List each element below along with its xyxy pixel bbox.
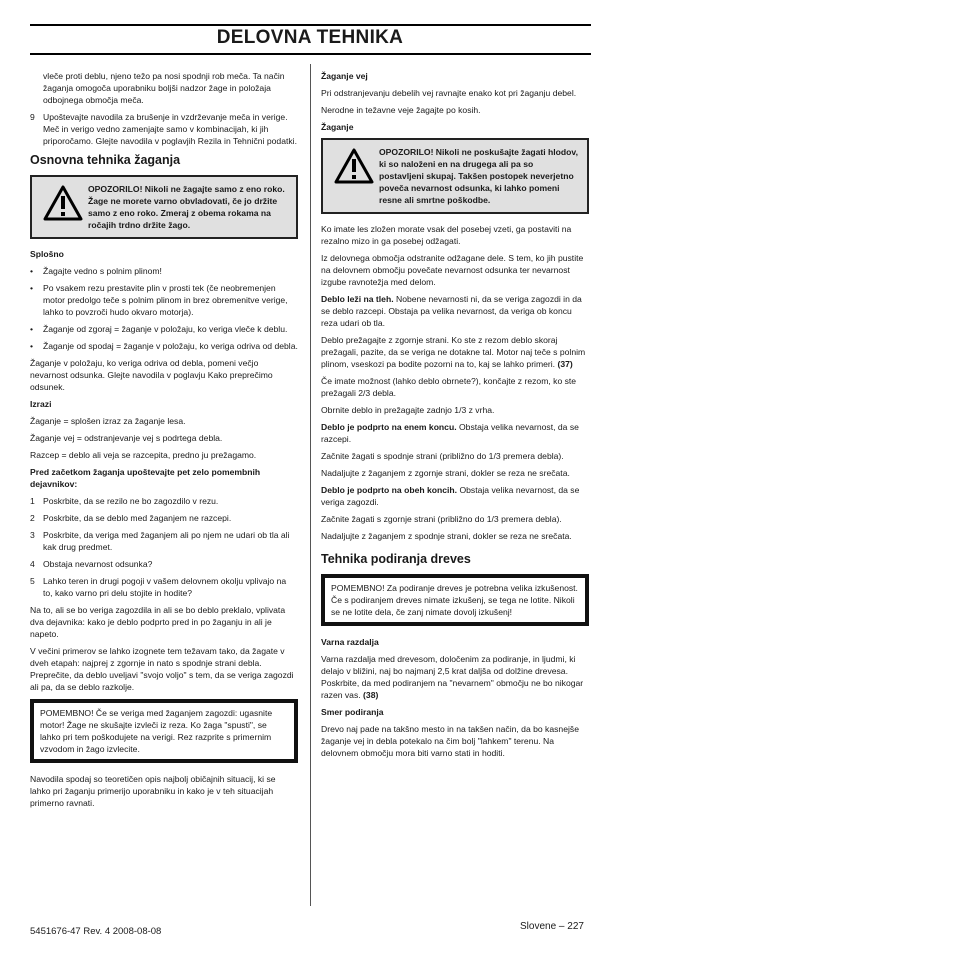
bullet-text: Žagajte vedno s polnim plinom! — [43, 266, 162, 276]
list-item — [30, 512, 298, 524]
factors-list — [30, 495, 298, 599]
general-bullets — [30, 265, 298, 352]
list-item — [30, 340, 298, 352]
left-column — [30, 70, 298, 814]
warning-box — [321, 138, 589, 214]
header-rule-bottom — [30, 53, 591, 55]
section-heading-podiranja: Tehnika podiranja dreves — [321, 552, 471, 566]
paragraph — [321, 293, 589, 329]
bullet-text: Žaganje od zgoraj = žaganje v položaju, ko veriga vleče k deblu. — [43, 324, 288, 334]
paragraph: Nadaljujte z žaganjem z spodnje strani, dokler se reza ne srečata. — [321, 531, 572, 541]
bold-lead: Deblo leži na tleh. — [321, 294, 394, 304]
right-column — [321, 70, 589, 764]
header-rule-top — [30, 24, 591, 26]
paragraph: Žaganje v položaju, ko veriga odriva od debla, pomeni večjo nevarnost odsunka. Glejte navodila v poglavju Kako preprečimo odsunek. — [30, 358, 273, 392]
bullet: • — [30, 283, 34, 293]
doc-number: 5451676-47 Rev. 4 2008-08-08 — [30, 926, 162, 937]
paragraph — [321, 484, 589, 508]
bullet-text: Žaganje od spodaj = žaganje v položaju, ko veriga odriva od debla. — [43, 341, 298, 351]
paragraph: Žaganje vej = odstranjevanje vej s podrtega debla. — [30, 433, 223, 443]
paragraph: Obrnite deblo in prežagajte zadnjo 1/3 z vrha. — [321, 405, 495, 415]
figure-ref: (38) — [363, 690, 379, 700]
page-title: DELOVNA TEHNIKA — [216, 27, 404, 48]
section-heading-osnovna: Osnovna tehnika žaganja — [30, 153, 181, 167]
subheading-smer: Smer podiranja — [321, 707, 384, 717]
item-number: 4 — [30, 559, 35, 569]
paragraph: V večini primerov se lahko izognete tem težavam tako, da žagate v dveh etapah: najprej z zgornje in nato s spodnje strani debla. Preprečite, da deblo uveljavi "svojo voljo" s tem, da se veriga zagozdi ali pa, da se deblo razkolje. — [30, 646, 294, 692]
paragraph: Če imate možnost (lahko deblo obrnete?), končajte z rezom, ko ste prežagali 2/3 debla. — [321, 376, 577, 398]
subheading-izrazi: Izrazi — [30, 399, 52, 409]
item-9-list — [30, 111, 298, 147]
page-number: Slovene – 227 — [520, 921, 584, 932]
item-number: 1 — [30, 496, 35, 506]
list-item — [30, 558, 298, 570]
list-item — [30, 495, 298, 507]
list-item — [30, 111, 298, 147]
paragraph-text: Varna razdalja med drevesom, določenim za podiranje, in ljudmi, ki delajo v bližini, naj bo najmanj 2,5 krat daljša od dolžine drevesa. Poskrbite, da med podiranjem na "nevarnem" območju ne bo nikogar razen vas. — [321, 654, 584, 700]
warning-triangle-icon — [329, 146, 379, 206]
subheading-splosno: Splošno — [30, 249, 64, 259]
subheading-zaganje-vej: Žaganje vej — [321, 71, 368, 81]
important-note-box: POMEMBNO! Če se veriga med žaganjem zagozdi: ugasnite motor! Žage ne skušajte izvleči iz reza. Ko žaga "spusti", se lahko pri tem poškodujete na verigi. Rez razprite s primernim vzvodom in žago izvlecite. — [30, 699, 298, 763]
bold-lead: Deblo je podprto na obeh koncih. — [321, 485, 458, 495]
bullet: • — [30, 324, 34, 334]
item-text: Poskrbite, da se rezilo ne bo zagozdilo v rezu. — [43, 496, 219, 506]
paragraph: Nerodne in težavne veje žagajte po kosih. — [321, 105, 481, 115]
paragraph: Žaganje = splošen izraz za žaganje lesa. — [30, 416, 186, 426]
paragraph-text: Obstaja velika nevarnost, da se razcepi. — [321, 422, 579, 444]
item-number: 5 — [30, 576, 35, 586]
item-number: 2 — [30, 513, 35, 523]
warning-text: OPOZORILO! Nikoli ne poskušajte žagati hlodov, ki so naloženi en na drugega ali pa so postavljeni skupaj. Takšen postopek neverjetno poveča nevarnost odsunka, ki lahko pomeni resne ali smrtne poškodbe. — [379, 147, 578, 205]
list-item — [30, 575, 298, 599]
list-item — [30, 265, 298, 277]
item-text: Obstaja nevarnost odsunka? — [43, 559, 153, 569]
paragraph: Pri odstranjevanju debelih vej ravnajte enako kot pri žaganju debel. — [321, 88, 577, 98]
item-number: 9 — [30, 112, 35, 122]
paragraph: Začnite žagati s zgornje strani (približno do 1/3 premera debla). — [321, 514, 562, 524]
paragraph: Nadaljujte z žaganjem z zgornje strani, dokler se reza ne srečata. — [321, 468, 570, 478]
subheading-pred: Pred začetkom žaganja upoštevajte pet zelo pomembnih dejavnikov: — [30, 467, 261, 489]
item-number: 3 — [30, 530, 35, 540]
bullet-text: Po vsakem rezu prestavite plin v prosti tek (če neobremenjen motor predolgo teče s polnim plinom in brez obremenitve verige, lahko to povzroči hudo okvaro motorja). — [43, 283, 288, 317]
important-note-box: POMEMBNO! Za podiranje dreves je potrebna velika izkušenost. Če s podiranjem dreves nimate izkušenj, se tega ne lotite. Nikoli se ne lotite dela, če zanj nimate dovolj izkušenj! — [321, 574, 589, 626]
paragraph-text: Obstaja velika nevarnost, da se veriga zagozdi. — [321, 485, 580, 507]
bullet: • — [30, 266, 34, 276]
bold-lead: Deblo je podprto na enem koncu. — [321, 422, 457, 432]
column-divider — [310, 64, 311, 906]
item-text: Poskrbite, da veriga med žaganjem ali po njem ne udari ob tla ali kak drug predmet. — [43, 530, 290, 552]
warning-box — [30, 175, 298, 239]
paragraph: Začnite žagati s spodnje strani (približno do 1/3 premera debla). — [321, 451, 564, 461]
item-text: Upoštevajte navodila za brušenje in vzdrževanje meča in verige. Meč in verigo vedno zamenjajte samo v kombinacijah, ki jih priporočamo. Glejte navodila v poglavjih Rezila in Tehnični podatki. — [43, 112, 297, 146]
paragraph: Navodila spodaj so teoretičen opis najbolj običajnih situacij, ki se lahko pri žaganju primerijo uporabniku in kako je v teh situacijah primerno ravnati. — [30, 774, 276, 808]
figure-ref: (37) — [557, 359, 573, 369]
intro-paragraph: vleče proti deblu, njeno težo pa nosi spodnji rob meča. Ta način žaganja omogoča uporabniku boljši nadzor žage in položaja odbojnega območja meča. — [43, 71, 285, 105]
warning-triangle-icon — [38, 183, 88, 231]
subheading-zaganje: Žaganje — [321, 122, 354, 132]
bullet: • — [30, 341, 34, 351]
paragraph: Ko imate les zložen morate vsak del posebej vzeti, ga postaviti na rezalno mizo in ga posebej odžagati. — [321, 224, 572, 246]
paragraph — [321, 421, 589, 445]
list-item — [30, 282, 298, 318]
warning-text: OPOZORILO! Nikoli ne žagajte samo z eno roko. Žage ne morete varno obvladovati, če jo držite samo z eno roko. Zmeraj z obema rokama na ročajih trdno držite žago. — [88, 184, 285, 230]
paragraph: Razcep = deblo ali veja se razcepita, predno ju prežagamo. — [30, 450, 257, 460]
paragraph-text: Nobene nevarnosti ni, da se veriga zagozdi in da se deblo razcepi. Obstaja pa velika nevarnost, da veriga ob koncu reza udari ob tla. — [321, 294, 582, 328]
list-item — [30, 323, 298, 335]
paragraph — [321, 653, 589, 701]
paragraph-text: Deblo prežagajte z zgornje strani. Ko ste z rezom deblo skoraj prežagali, pazite, da se veriga ne dotakne tal. Motor naj teče s polnim plinom, vseskozi pa bodite pozorni na to, kaj se lahko primeri. — [321, 335, 586, 369]
paragraph: Na to, ali se bo veriga zagozdila in ali se bo deblo preklalo, vplivata dva dejavnika: kako je deblo podprto pred in po žaganju in ali je napeto. — [30, 605, 286, 639]
item-text: Poskrbite, da se deblo med žaganjem ne razcepi. — [43, 513, 232, 523]
paragraph — [321, 334, 589, 370]
paragraph: Iz delovnega območja odstranite odžagane dele. S tem, ko jih pustite na delovnem območju povečate nevarnost odsunka ter nevarnost izgube ravnotežja med delom. — [321, 253, 584, 287]
item-text: Lahko teren in drugi pogoji v vašem delovnem okolju vplivajo na to, kako varno pri delu stojite in hodite? — [43, 576, 287, 598]
list-item — [30, 529, 298, 553]
subheading-varna: Varna razdalja — [321, 637, 379, 647]
paragraph: Drevo naj pade na takšno mesto in na takšen način, da bo kasnejše žaganje vej in debla potekalo na čim bolj "lahkem" terenu. Na delovnem območju mora biti varno stati in hoditi. — [321, 724, 579, 758]
